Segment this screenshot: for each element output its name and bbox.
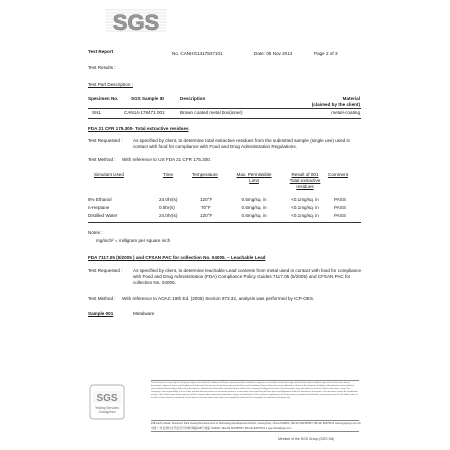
col-simulant: Simulant Used — [94, 172, 124, 177]
page-number: Page 2 of 3 — [314, 51, 338, 56]
sample-id: CAN14-178471.001 — [124, 110, 165, 115]
max-limit: 0.5mg/sq. in — [241, 205, 267, 210]
col-material: Material — [342, 96, 360, 101]
comment: PASS — [334, 197, 346, 202]
footer-disclaimer: This document is issued by the Company subject to its General Conditions of Service printed overleaf, available on request or accessible at http://www.sgs.com/en/Terms-and-Conditions.aspx and, for electronic format documents, subject to Terms and Conditions for Electronic Documents at http://www.sgs.com/en/Terms-and-Conditions/Terms-e-Document.aspx. Attention is drawn to the limitation of liability, indemnification and jurisdiction issues defined therein. Any holder of this document is advised that information contained hereon reflects the Company's findings at the time of its intervention only and within the limits of Client's instructions, if any. The Company's sole responsibility is to its Client and this document does not exonerate parties to a transaction from exercising all their rights and obligations under the transaction documents. This document cannot be reproduced except in full, without prior written approval of the Company. Any unauthorized alteration, forgery or falsification of the content or appearance of this document is unlawful and offenders may be prosecuted to the fullest extent of the law. Unless otherwise stated the results shown in this test report refer only to the sample(s) tested and such sample(s) are retained for 30 days only. — [151, 382, 358, 399]
stamp-line-3: Guangzhou — [98, 410, 116, 414]
temperature: 120°F — [200, 213, 213, 218]
sample-text: Metalware — [133, 311, 155, 316]
report-number: No. CANHG1417847101 — [172, 51, 223, 56]
footer-address-cn: 中国·广州·经济技术开发区科学城科珠路198号 邮编: 510663 t (86-20) 82155555 f (86-20) 82075113 e sgs.china@sgs.com — [151, 427, 292, 430]
report-title: Test Report — [88, 49, 114, 54]
col-temperature: Temperature — [192, 172, 218, 177]
footer-rule — [151, 431, 359, 432]
stamp-line-2: Testing Services — [94, 406, 120, 410]
result: <0.1mg/sq. in — [291, 205, 319, 210]
col-result-3: residues — [296, 184, 314, 189]
footer-rule — [151, 420, 359, 421]
notes-text: mg/inch² = milligram per square inch — [96, 238, 171, 243]
report-date: Date: 05 Nov 2014 — [254, 51, 293, 56]
col-comment: Comment — [328, 172, 348, 177]
col-sgs-sample-id: SGS Sample ID — [131, 96, 165, 101]
sgs-logo — [106, 6, 166, 40]
svg-text:SGS: SGS — [112, 10, 160, 35]
test-requested-text: As specified by client, to determine total extractive residues from the submitted sample (single use) used in contact with food for compliance with Food and Drug Administration Regulations. — [133, 138, 351, 149]
col-result: Result of 001 — [291, 172, 319, 177]
footer-rule — [151, 380, 359, 381]
col-result-2: Total extractive — [289, 178, 321, 183]
test-method-label: Test Method : — [88, 296, 116, 301]
stamp-logo-text: SGS — [96, 393, 118, 404]
time: 24.0hr(s) — [159, 213, 178, 218]
table-rule — [88, 222, 361, 223]
sample-material: metal+coating — [331, 110, 360, 115]
notes-label: Notes : — [88, 230, 103, 235]
time: 0.5hr(s) — [159, 205, 175, 210]
table-rule — [88, 118, 361, 119]
comment: PASS — [334, 213, 346, 218]
col-description: Description — [180, 96, 206, 101]
footer-address-en: 198 Kezhu Road, Scientech Park Guangzhou Economic & Technology Development District, Guangzhou, China 510663 t (86-20) 82155555 f (86-20) 82075113 www.sgsgroup.com.cn — [151, 422, 361, 425]
member-of-sgs-group: Member of the SGS Group (SGS SA) — [278, 437, 335, 441]
section-heading-fda-711705: FDA 7117.05 (5/2005 ) and CFSAN PAC for collection No. 04005. – Leachable Lead — [88, 255, 266, 260]
sample-description: Brown coated metal box(inner) — [180, 110, 243, 115]
test-requested-text: As specified by client, to determine leachable Lead contents from metal used in contact with food for compliance with Food and Drug Administration (FDA) Compliance Policy Guides 7117.05 (5/2005) and CFSAN PAC for collection No. 04005. — [133, 268, 362, 285]
test-results-label: Test Results : — [88, 65, 116, 70]
col-max-limit: Max. Permissible — [236, 172, 272, 177]
col-max-limit-2: Limit — [249, 178, 259, 183]
max-limit: 0.5mg/sq. in — [241, 197, 267, 202]
col-specimen-no: Specimen No. — [88, 96, 119, 101]
result: <0.1mg/sq. in — [291, 213, 319, 218]
simulant: Distilled Water — [88, 213, 118, 218]
test-part-description-label: Test Part Description : — [88, 82, 133, 87]
sgs-stamp — [89, 384, 125, 420]
sample-label: Sample 001 — [88, 311, 114, 316]
result: <0.1mg/sq. in — [291, 197, 319, 202]
test-requested-label: Test Requested : — [88, 138, 123, 143]
temperature: 70°F — [201, 205, 211, 210]
section-heading-fda-175300: FDA 21 CFR 175.300- Total extractive residues — [88, 126, 189, 131]
col-material-note: (claimed by the client) — [311, 102, 360, 107]
test-requested-label: Test Requested : — [88, 268, 123, 273]
simulant: n-Heptane — [88, 205, 110, 210]
max-limit: 0.5mg/sq. in — [241, 213, 267, 218]
test-method-text: With reference to AOAC 18th Ed. (2005) Section 973.32, analysis was performed by ICP-OES. — [122, 296, 315, 301]
specimen-no: SN1 — [92, 110, 101, 115]
table-rule — [88, 108, 361, 109]
test-method-text: With reference to US FDA 21 CFR 175.300. — [122, 157, 212, 162]
col-time: Time — [163, 172, 174, 177]
temperature: 120°F — [200, 197, 213, 202]
comment: PASS — [334, 205, 346, 210]
test-method-label: Test Method : — [88, 157, 116, 162]
simulant: 8% Ethanol — [88, 197, 112, 202]
time: 24.0hr(s) — [159, 197, 178, 202]
